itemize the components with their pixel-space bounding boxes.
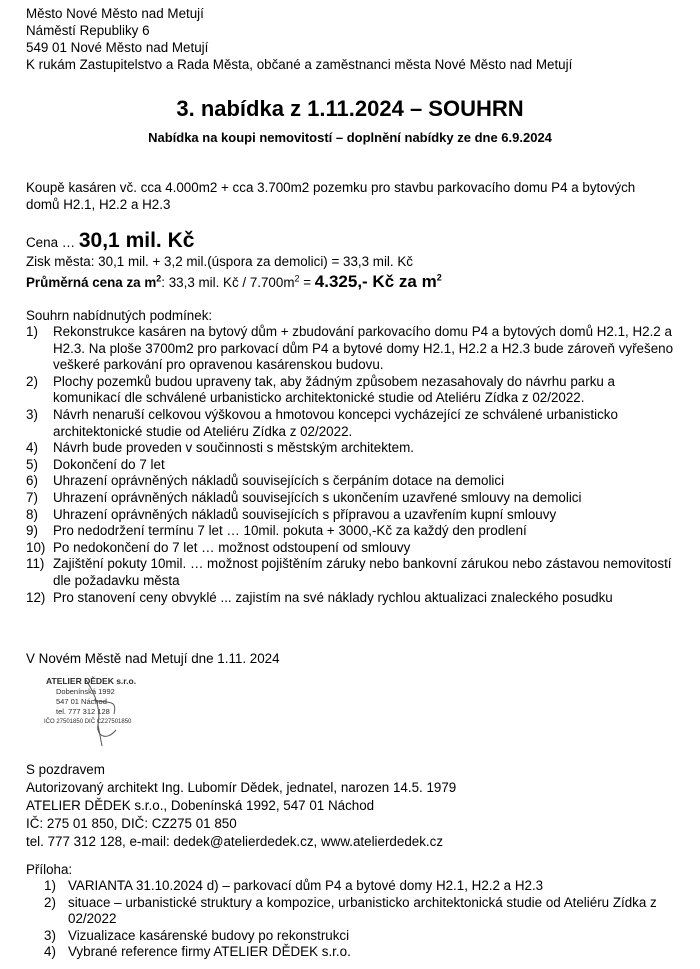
stamp-line: 547 01 Náchod xyxy=(56,697,107,706)
company-stamp-with-signature xyxy=(26,670,166,750)
list-item: 10) Po nedokončení do 7 let … možnost odstoupení od smlouvy xyxy=(26,539,411,555)
average-price-value: 4.325,- Kč za $m^2$ xyxy=(314,272,442,291)
stamp-line: Dobenínská 1992 xyxy=(56,687,115,696)
company-ids: IČ: 275 01 850, DIČ: CZ275 01 850 xyxy=(26,816,237,831)
greeting: S pozdravem xyxy=(26,762,105,777)
conditions-list xyxy=(26,324,676,606)
conditions-heading: Souhrn nabídnutých podmínek: xyxy=(26,308,213,323)
average-price-line xyxy=(26,272,442,293)
address-line: Náměstí Republiky 6 xyxy=(26,23,150,38)
price-line xyxy=(26,228,194,256)
stamp-line: IČO 27501850 DIČ CZ27501850 xyxy=(44,719,132,725)
stamp-line: tel. 777 312 128 xyxy=(56,707,110,716)
list-item: 1) VARIANTA 31.10.2024 d) – parkovací dům P4 a bytové domy H2.1, H2.2 a H2.3 xyxy=(44,878,544,893)
stamp-graphic xyxy=(26,670,166,750)
list-item: 7) Uhrazení oprávněných nákladů souvisejících s ukončením uzavřené smlouvy na demolici xyxy=(26,489,582,505)
list-item: 12) Pro stanovení ceny obvyklé ... zajistím na své náklady rychlou aktualizaci znaleckého posudku xyxy=(26,589,613,605)
list-item: 2) Plochy pozemků budou upraveny tak, aby žádným způsobem nezasahovaly do návrhu parku a komunikací dle schválené urbanisticko architektonické studie od Ateliéru Zídka z 02/2022. xyxy=(26,373,616,406)
recipient-address xyxy=(26,5,572,73)
list-item: 9) Pro nedodržení termínu 7 let … 10mil. pokuta + 3000,-Kč za každý den prodlení xyxy=(26,523,527,539)
list-item: 3) Návrh nenaruší celkovou výškovou a hmotovou koncepci vycházející ze schválené urbanisticko architektonické studie od Ateliéru Zídka z 02/2022. xyxy=(26,406,618,439)
intro-paragraph: Koupě kasáren vč. cca 4.000m2 + cca 3.700m2 pozemku pro stavbu parkovacího domu P4 a bytových domů H2.1, H2.2 a H2.3 xyxy=(26,180,636,212)
document-subtitle: Nabídka na koupi nemovitostí – doplnění nabídky ze dne 6.9.2024 xyxy=(148,130,552,145)
company-address: ATELIER DĚDEK s.r.o., Dobenínská 1992, 547 01 Náchod xyxy=(26,798,375,813)
list-item: 8) Uhrazení oprávněných nákladů souvisejících s přípravou a uzavřením kupní smlouvy xyxy=(26,506,557,522)
signoff-block xyxy=(26,761,456,851)
list-item: 1) Rekonstrukce kasáren na bytový dům + zbudování parkovacího domu P4 a bytových domů H2.1, H2.2 a H2.3. Na ploše 3700m2 pro parkovací dům P4 a bytové domy H2.1, H2.2 a H2.3 bude zároveň vyřešeno veškeré parkování pro opravenou kasárenskou budovu. xyxy=(26,324,674,373)
signatory-name: Autorizovaný architekt Ing. Lubomír Dědek, jednatel, narozen 14.5. 1979 xyxy=(26,780,457,795)
list-item: 5) Dokončení do 7 let xyxy=(26,456,165,472)
list-item: 11) Zajištění pokuty 10mil. … možnost pojištěním záruky nebo bankovní zárukou nebo zástavou nemovitostí dle požadavku města xyxy=(26,556,672,588)
city-profit: Zisk města: 30,1 mil. + 3,2 mil.(úspora za demolici) = 33,3 mil. Kč xyxy=(26,254,413,269)
stamp-line: ATELIER DĚDEK s.r.o. xyxy=(46,676,137,686)
price-label: Cena … xyxy=(26,235,76,250)
document-title: 3. nabídka z 1.11.2024 – SOUHRN xyxy=(176,96,524,121)
contact-info: tel. 777 312 128, e-mail: dedek@atelierdedek.cz, www.atelierdedek.cz xyxy=(26,834,444,849)
list-item: 6) Uhrazení oprávněných nákladů souvisejících s čerpáním dotace na demolici xyxy=(26,473,505,489)
attachments-heading: Příloha: xyxy=(26,862,73,877)
address-line: K rukám Zastupitelstvo a Rada Města, občané a zaměstnanci města Nové Město nad Metují xyxy=(26,57,573,72)
list-item: 4) Vybrané reference firmy ATELIER DĚDEK s.r.o. xyxy=(44,944,351,960)
list-item: 2) situace – urbanistické struktury a kompozice, urbanisticko architektonická studie od Ateliéru Zídka z 02/2022 xyxy=(44,894,657,927)
address-line: Město Nové Město nad Metují xyxy=(26,6,204,21)
attachments-list xyxy=(44,878,664,961)
equals-sign: = xyxy=(299,275,315,290)
place-and-date: V Novém Městě nad Metují dne 1.11. 2024 xyxy=(26,651,280,666)
address-line: 549 01 Nové Město nad Metují xyxy=(26,40,209,55)
average-price-label: Průměrná cena za $m^2$ xyxy=(26,273,162,290)
list-item: 3) Vizualizace kasárenské budovy po rekonstrukci xyxy=(44,927,350,943)
average-price-calc: : 33,3 mil. Kč / $7.700m^2$ xyxy=(161,273,300,290)
list-item: 4) Návrh bude proveden v součinnosti s městským architektem. xyxy=(26,440,414,456)
price-value: 30,1 mil. Kč xyxy=(78,229,195,252)
